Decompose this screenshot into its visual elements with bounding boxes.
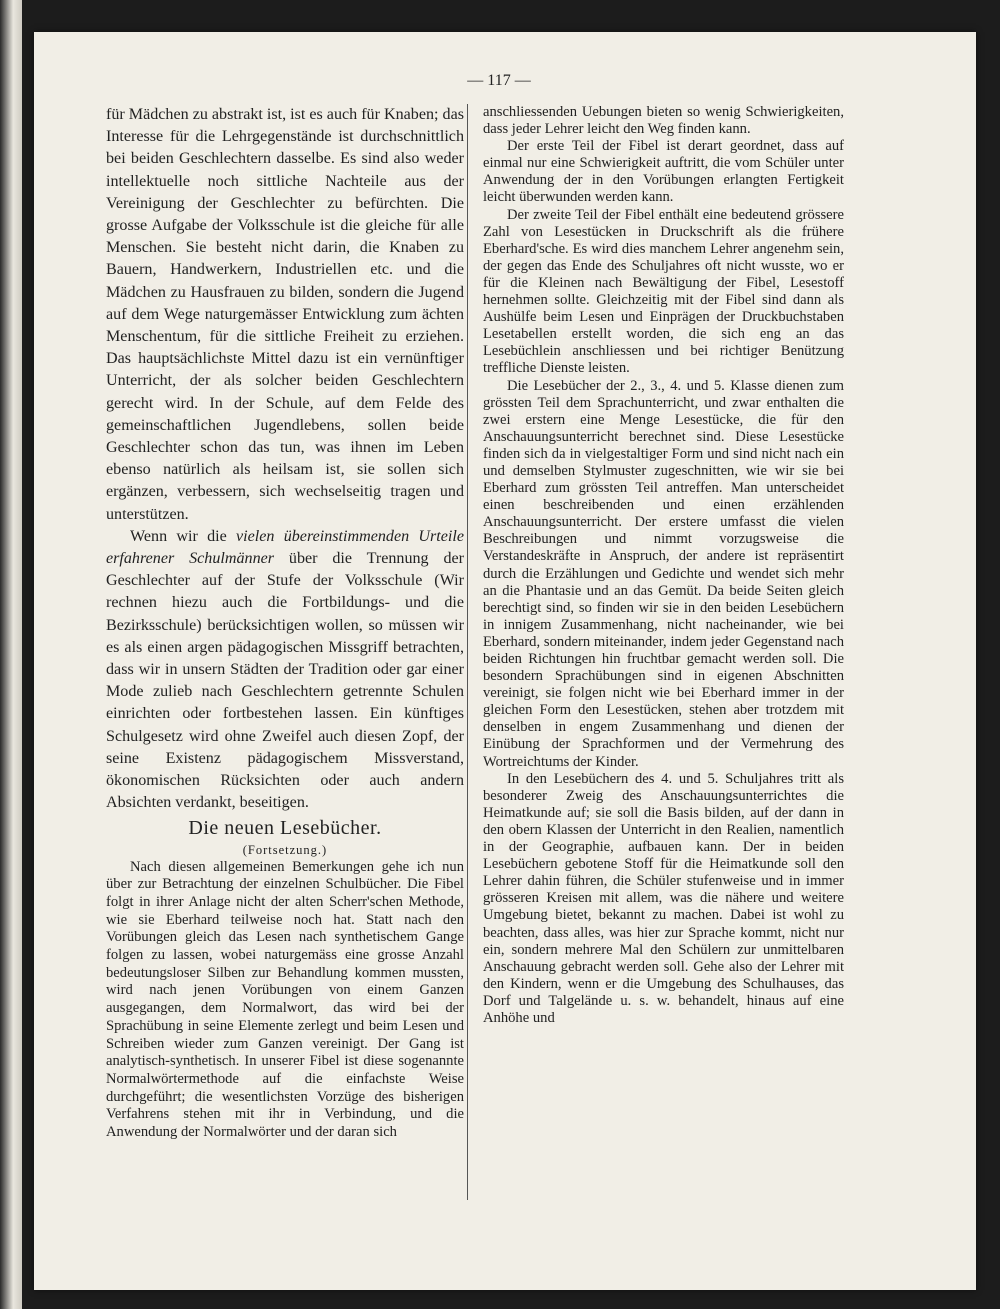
right-paragraph-3: Der zweite Teil der Fibel enthält eine bedeutend grössere Zahl von Lesestücken in Druckschrift als die frühere Eberhard'sche. Es wird dies manchem Lehrer angenehm sein, der gegen das Ende des Schuljahres oft nicht wusste, wo er für die Kleinen nach Bewältigung der Fibel, Lesestoff hernehmen sollte. Gleichzeitig mit der Fibel sind dann als Aushülfe beim Lesen und Einprägen der Druckbuchstaben Lesetabellen erstellt worden, die sich eng an das Lesebüchlein anschliessen und bei richtiger Benützung treffliche Dienste leisten. — [483, 206, 844, 377]
para2-start: Wenn wir die — [130, 527, 237, 545]
section-subheading: (Fortsetzung.) — [242, 842, 328, 857]
column-divider — [467, 104, 468, 1200]
page-number: — 117 — — [467, 72, 531, 89]
para2-rest: über die Trennung der Geschlechter auf der Stufe der Volksschule (Wir rechnen hiezu auch die Fortbildungs- und die Bezirksschule) berücksichtigen wollen, so müssen wir es als einen argen pädagogischen Missgriff betrachten, dass wir in unsern Städten der Tradition oder gar einer Mode zulieb nach Geschlechtern getrennte Schulen einrichten oder fortbestehen lassen. Ein künftiges Schulgesetz wird ohne Zweifel auch diesen Zopf, der seine Existenz pädagogischem Missverstand, ökonomischen Rücksichten oder auch andern Absichten verdankt, beseitigen. — [106, 550, 464, 812]
right-paragraph-4: Die Lesebücher der 2., 3., 4. und 5. Klasse dienen zum grössten Teil dem Sprachunterricht, und zwar enthalten die zwei erstern eine Menge Lesestücke, die für den Anschauungsunterricht berechnet sind. Diese Lesestücke finden sich da in vielgestaltiger Form und sind nicht nach ein und demselben Stylmuster zugeschnitten, wie wir sie bei Eberhard zum grössten Teil antreffen. Man unterscheidet einen beschreibenden und einen erzählenden Anschauungsunterricht. Der erstere umfasst die vielen Beschreibungen und nimmt vorzugsweise die Verstandeskräfte in Anspruch, der andere ist repräsentirt durch die Erzählungen und Gedichte und wendet sich mehr an die Phantasie und an das Gemüt. Da beide Seiten gleich berechtigt sind, so finden wir sie in den beiden Lesebüchern in innigem Zusammenhang, nicht nacheinander, wie bei Eberhard, sondern miteinander, indem jeder Gegenstand nach beiden Richtungen hin fruchtbar gemacht werden soll. Die besondern Sprachübungen sind in eigenen Abschnitten vereinigt, sie folgen nicht wie bei Eberhard immer in der gleichen Form den Lesestücken, stehen aber trotzdem mit denselben in engem Zusammenhang und dienen der Einübung der Sprachformen und der Vermehrung des Wortreichtums der Kinder. — [483, 377, 844, 770]
para2-emphasis: vielen übereinstimmenden Urteile erfahrener Schulmänner — [106, 527, 464, 568]
left-paragraph-3: Nach diesen allgemeinen Bemerkungen gehe ich nun über zur Betrachtung der einzelnen Schulbücher. Die Fibel folgt in ihrer Anlage nicht der alten Scherr'schen Methode, wie sie Eberhard teilweise noch hat. Statt nach den Vorübungen gleich das Lesen nach synthetischem Gange folgen zu lassen, wobei naturgemäss eine grosse Anzahl bedeutungsloser Silben zur Behandlung kommen mussten, wird nach jenen Vorübungen von einem Ganzen ausgegangen, dem Normalwort, das wird bei der Sprachübung in seine Elemente zerlegt und beim Lesen und Schreiben wieder zum Ganzen vereinigt. Der Gang ist analytisch-synthetisch. In unserer Fibel ist diese sogenannte Normalwörtermethode auf die einfachste Weise durchgeführt; die wesentlichsten Vorzüge des bisherigen Verfahrens stehen mit ihr in Verbindung, und die Anwendung der Normalwörter und der daran sich — [106, 858, 464, 1141]
right-paragraph-5: In den Lesebüchern des 4. und 5. Schuljahres tritt als besonderer Zweig des Anschauungsunterrichtes die Heimatkunde auf; sie soll die Basis bilden, auf der dann in den obern Klassen der Unterricht in den Realien, namentlich in der Geographie, aufbauen kann. Der in beiden Lesebüchern gebotene Stoff für die Heimatkunde soll den Lehrer dahin führen, die Schüler stufenweise und in immer grösseren Kreisen mit allem, was die nähere und weitere Umgebung bietet, bekannt zu machen. Dabei ist wohl zu beachten, dass alles, was hier zur Sprache kommt, nicht nur ein, sondern mehrere Mal den Schülern zur unmittelbaren Anschauung gebracht werden soll. Gehe also der Lehrer mit den Kindern, wenn er die Umgebung des Schulhauses, das Dorf und Talgelände u. s. w. behandelt, hinaus auf eine Anhöhe und — [483, 770, 844, 1026]
right-paragraph-2: Der erste Teil der Fibel ist derart geordnet, dass auf einmal nur eine Schwierigkeit auftritt, die vom Schüler unter Anwendung der in den Vorübungen erlangten Fertigkeit leicht überwunden werden kann. — [483, 138, 844, 206]
right-paragraph-1: anschliessenden Uebungen bieten so wenig Schwierigkeiten, dass jeder Lehrer leicht den Weg finden kann. — [483, 104, 844, 138]
left-paragraph-2 — [106, 526, 464, 815]
section-heading: Die neuen Lesebücher. — [188, 816, 382, 839]
right-column — [483, 104, 844, 1027]
left-paragraph-1: für Mädchen zu abstrakt ist, ist es auch für Knaben; das Interesse für die Lehrgegenstände ist durchschnittlich bei beiden Geschlechtern dasselbe. Es sind also weder intellektuelle noch sittliche Nachteile aus der Vereinigung der Geschlechter zu befürchten. Die grosse Aufgabe der Volksschule ist die gleiche für alle Menschen. Sie besteht nicht darin, die Knaben zu Bauern, Handwerkern, Industriellen etc. und die Mädchen zu Hausfrauen zu bilden, sondern die Jugend auf dem Wege naturgemässer Entwicklung zum ächten Menschentum, für die sittliche Freiheit zu erziehen. Das hauptsächlichste Mittel dazu ist ein vernünftiger Unterricht, der als solcher beiden Geschlechtern gerecht wird. In der Schule, auf dem Felde des gemeinschaftlichen Jugendlebens, sollen beide Geschlechter schon das tun, was ihnen im Leben ebenso natürlich als heilsam ist, sie sollen sich ergänzen, verbessern, sich wechselseitig tragen und unterstützen. — [106, 106, 464, 523]
page — [34, 32, 976, 1290]
left-column — [106, 104, 464, 1142]
binding-edge — [0, 0, 22, 1309]
